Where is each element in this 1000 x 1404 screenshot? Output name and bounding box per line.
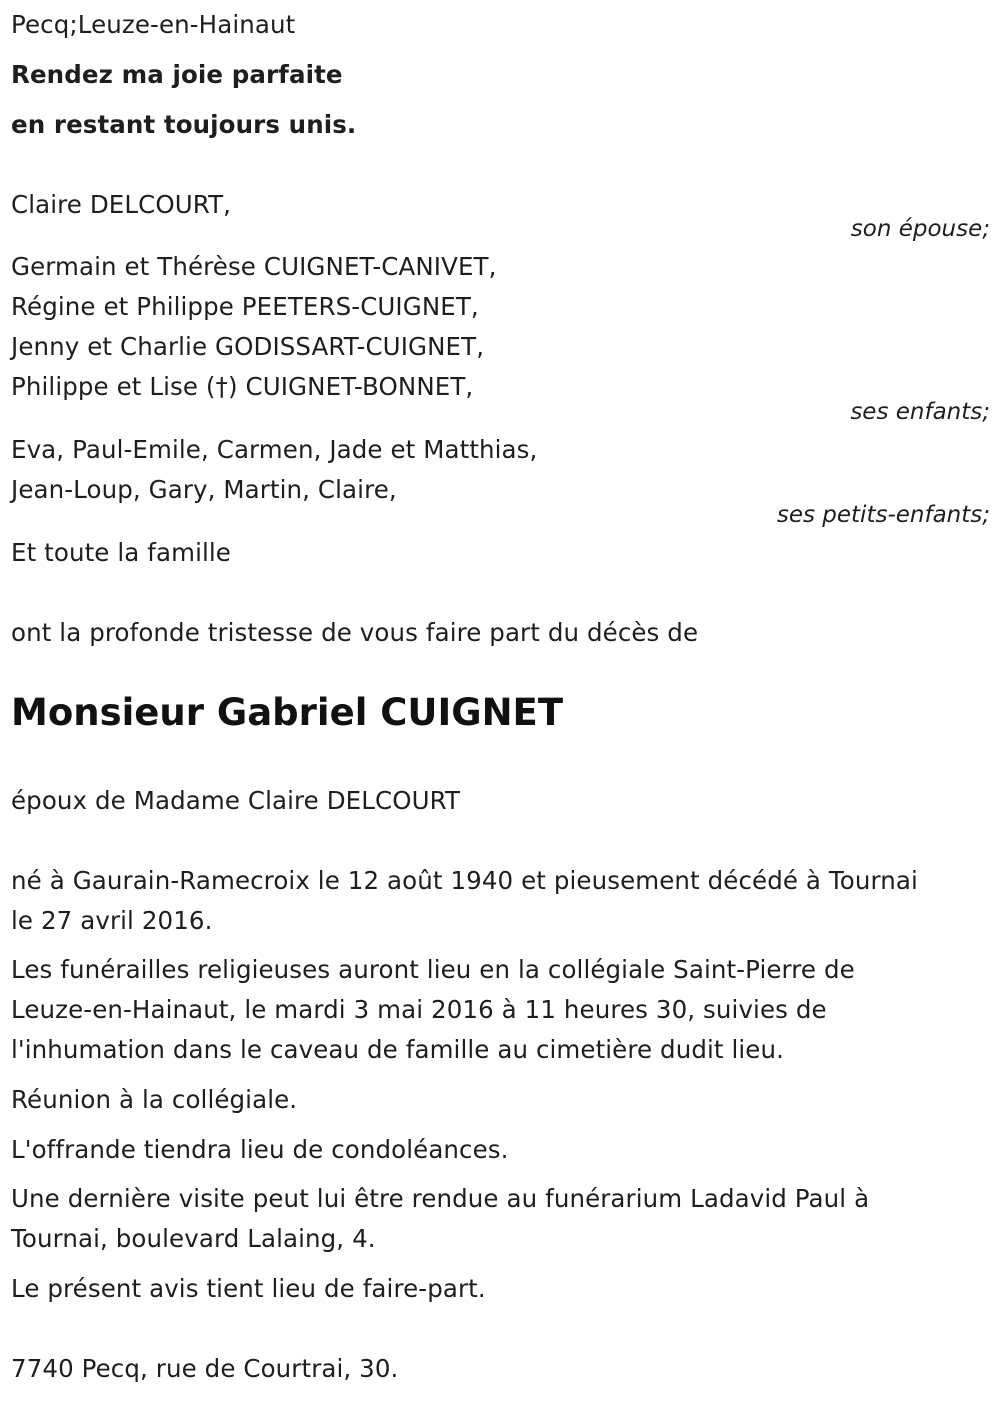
birth-death-line-2: le 27 avril 2016. [11, 906, 213, 935]
obituary-notice [11, 0, 990, 1404]
spouse-role: son épouse; [850, 216, 990, 242]
family-address: 7740 Pecq, rue de Courtrai, 30. [11, 1354, 399, 1383]
funeral-line-3: l'inhumation dans le caveau de famille au cimetière dudit lieu. [11, 1035, 784, 1064]
child-line-3: Jenny et Charlie GODISSART-CUIGNET, [11, 332, 485, 361]
grandchildren-line-1: Eva, Paul-Emile, Carmen, Jade et Matthias, [11, 435, 538, 464]
spouse-of: époux de Madame Claire DELCOURT [11, 786, 461, 815]
verse-line-1: Rendez ma joie parfaite [11, 60, 343, 89]
child-line-2: Régine et Philippe PEETERS-CUIGNET, [11, 292, 479, 321]
child-line-4: Philippe et Lise (†) CUIGNET-BONNET, [11, 372, 474, 401]
funeral-line-1: Les funérailles religieuses auront lieu en la collégiale Saint-Pierre de [11, 955, 855, 984]
child-line-1: Germain et Thérèse CUIGNET-CANIVET, [11, 252, 497, 281]
spouse-name: Claire DELCOURT, [11, 190, 232, 219]
location-header: Pecq;Leuze-en-Hainaut [11, 10, 296, 39]
announcement-intro: ont la profonde tristesse de vous faire part du décès de [11, 618, 699, 647]
offering-info: L'offrande tiendra lieu de condoléances. [11, 1135, 509, 1164]
notice-text: Le présent avis tient lieu de faire-part. [11, 1274, 486, 1303]
meeting-info: Réunion à la collégiale. [11, 1085, 298, 1114]
grandchildren-role: ses petits-enfants; [776, 502, 990, 528]
children-role: ses enfants; [850, 399, 990, 425]
funeral-line-2: Leuze-en-Hainaut, le mardi 3 mai 2016 à 11 heures 30, suivies de [11, 995, 827, 1024]
verse-line-2: en restant toujours unis. [11, 110, 357, 139]
birth-death-line-1: né à Gaurain-Ramecroix le 12 août 1940 et pieusement décédé à Tournai [11, 866, 918, 895]
deceased-name: Monsieur Gabriel CUIGNET [11, 691, 564, 734]
visit-line-2: Tournai, boulevard Lalaing, 4. [11, 1224, 376, 1253]
grandchildren-line-2: Jean-Loup, Gary, Martin, Claire, [11, 475, 397, 504]
extended-family: Et toute la famille [11, 538, 231, 567]
visit-line-1: Une dernière visite peut lui être rendue au funérarium Ladavid Paul à [11, 1184, 870, 1213]
